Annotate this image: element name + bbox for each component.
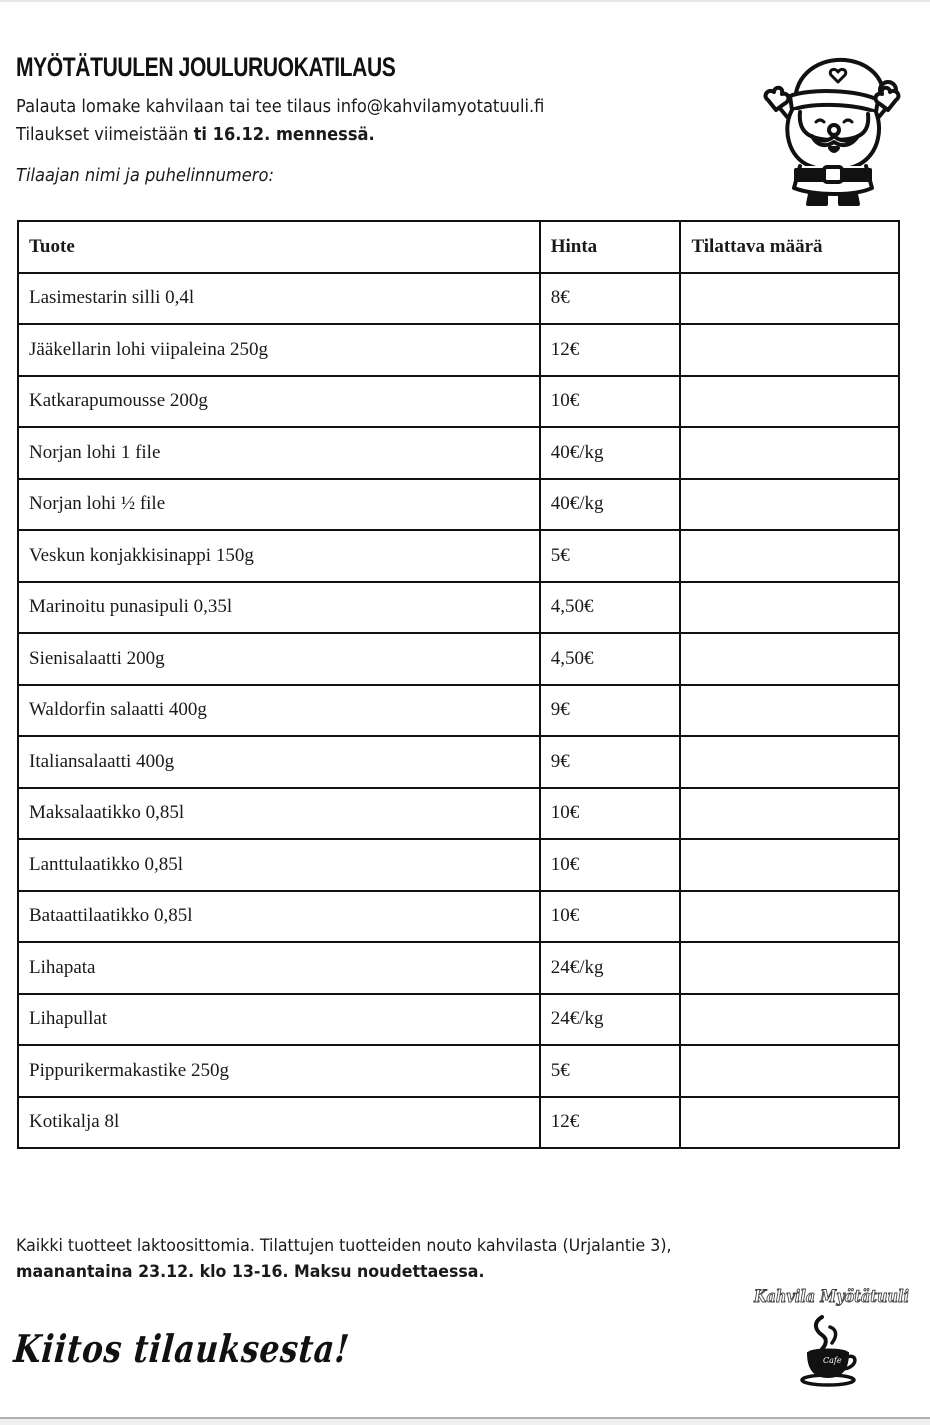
product-name: Italiansalaatti 400g [18, 736, 540, 788]
quantity-field[interactable] [680, 324, 899, 376]
quantity-field[interactable] [680, 994, 899, 1046]
product-name: Jääkellarin lohi viipaleina 250g [18, 324, 540, 376]
product-price: 9€ [540, 685, 681, 737]
table-row [18, 1097, 899, 1149]
table-row [18, 273, 899, 325]
bottom-shade [0, 1419, 930, 1425]
product-name: Sienisalaatti 200g [18, 633, 540, 685]
product-price: 40€/kg [540, 479, 681, 531]
quantity-field[interactable] [680, 1097, 899, 1149]
quantity-field[interactable] [680, 633, 899, 685]
column-header-price: Hinta [540, 221, 681, 273]
table-row [18, 788, 899, 840]
product-name: Marinoitu punasipuli 0,35l [18, 582, 540, 634]
product-price: 4,50€ [540, 633, 681, 685]
thank-you-message: Kiitos tilauksesta! [12, 1326, 352, 1371]
product-name: Pippurikermakastike 250g [18, 1045, 540, 1097]
product-name: Lihapata [18, 942, 540, 994]
table-row [18, 994, 899, 1046]
return-instructions: Palauta lomake kahvilaan tai tee tilaus info@kahvilamyotatuuli.fi [16, 97, 545, 117]
order-table [17, 220, 900, 1149]
quantity-field[interactable] [680, 788, 899, 840]
table-row [18, 633, 899, 685]
order-deadline [16, 125, 375, 145]
footer-pickup: maanantaina 23.12. klo 13-16. Maksu noudettaessa. [16, 1262, 485, 1282]
table-row [18, 582, 899, 634]
quantity-field[interactable] [680, 685, 899, 737]
quantity-field[interactable] [680, 1045, 899, 1097]
product-name: Norjan lohi ½ file [18, 479, 540, 531]
product-name: Bataattilaatikko 0,85l [18, 891, 540, 943]
product-price: 5€ [540, 530, 681, 582]
product-price: 40€/kg [540, 427, 681, 479]
table-row [18, 479, 899, 531]
product-price: 10€ [540, 839, 681, 891]
product-price: 10€ [540, 788, 681, 840]
product-price: 5€ [540, 1045, 681, 1097]
table-row [18, 736, 899, 788]
product-price: 8€ [540, 273, 681, 325]
product-price: 12€ [540, 1097, 681, 1149]
table-row [18, 427, 899, 479]
quantity-field[interactable] [680, 839, 899, 891]
page-title: MYÖTÄTUULEN JOULURUOKATILAUS [16, 52, 396, 82]
product-name: Veskun konjakkisinappi 150g [18, 530, 540, 582]
quantity-field[interactable] [680, 427, 899, 479]
quantity-field[interactable] [680, 479, 899, 531]
column-header-quantity: Tilattava määrä [680, 221, 899, 273]
footer-info: Kaikki tuotteet laktoosittomia. Tilattujen tuotteiden nouto kahvilasta (Urjalantie 3), [16, 1236, 672, 1256]
product-price: 4,50€ [540, 582, 681, 634]
customer-name-phone-label: Tilaajan nimi ja puhelinnumero: [16, 166, 274, 186]
table-header-row [18, 221, 899, 273]
deadline-date: ti 16.12. mennessä. [193, 125, 375, 145]
cafe-logo-name: Kahvila Myötätuuli [754, 1287, 909, 1307]
product-price: 12€ [540, 324, 681, 376]
table-row [18, 530, 899, 582]
quantity-field[interactable] [680, 376, 899, 428]
product-name: Lihapullat [18, 994, 540, 1046]
product-price: 9€ [540, 736, 681, 788]
top-border [0, 0, 930, 2]
table-row [18, 685, 899, 737]
product-name: Lasimestarin silli 0,4l [18, 273, 540, 325]
quantity-field[interactable] [680, 582, 899, 634]
product-name: Norjan lohi 1 file [18, 427, 540, 479]
column-header-product: Tuote [18, 221, 540, 273]
table-row [18, 376, 899, 428]
product-name: Waldorfin salaatti 400g [18, 685, 540, 737]
product-name: Kotikalja 8l [18, 1097, 540, 1149]
table-row [18, 1045, 899, 1097]
table-row [18, 324, 899, 376]
quantity-field[interactable] [680, 736, 899, 788]
coffee-cup-icon [800, 1313, 862, 1388]
table-row [18, 942, 899, 994]
product-name: Maksalaatikko 0,85l [18, 788, 540, 840]
product-price: 24€/kg [540, 994, 681, 1046]
cup-label: Cafe [823, 1356, 842, 1365]
product-name: Katkarapumousse 200g [18, 376, 540, 428]
table-row [18, 891, 899, 943]
quantity-field[interactable] [680, 273, 899, 325]
quantity-field[interactable] [680, 891, 899, 943]
quantity-field[interactable] [680, 530, 899, 582]
product-name: Lanttulaatikko 0,85l [18, 839, 540, 891]
table-row [18, 839, 899, 891]
quantity-field[interactable] [680, 942, 899, 994]
product-price: 10€ [540, 376, 681, 428]
product-price: 10€ [540, 891, 681, 943]
santa-claus-icon [760, 48, 905, 213]
product-price: 24€/kg [540, 942, 681, 994]
deadline-prefix: Tilaukset viimeistään [16, 125, 194, 145]
